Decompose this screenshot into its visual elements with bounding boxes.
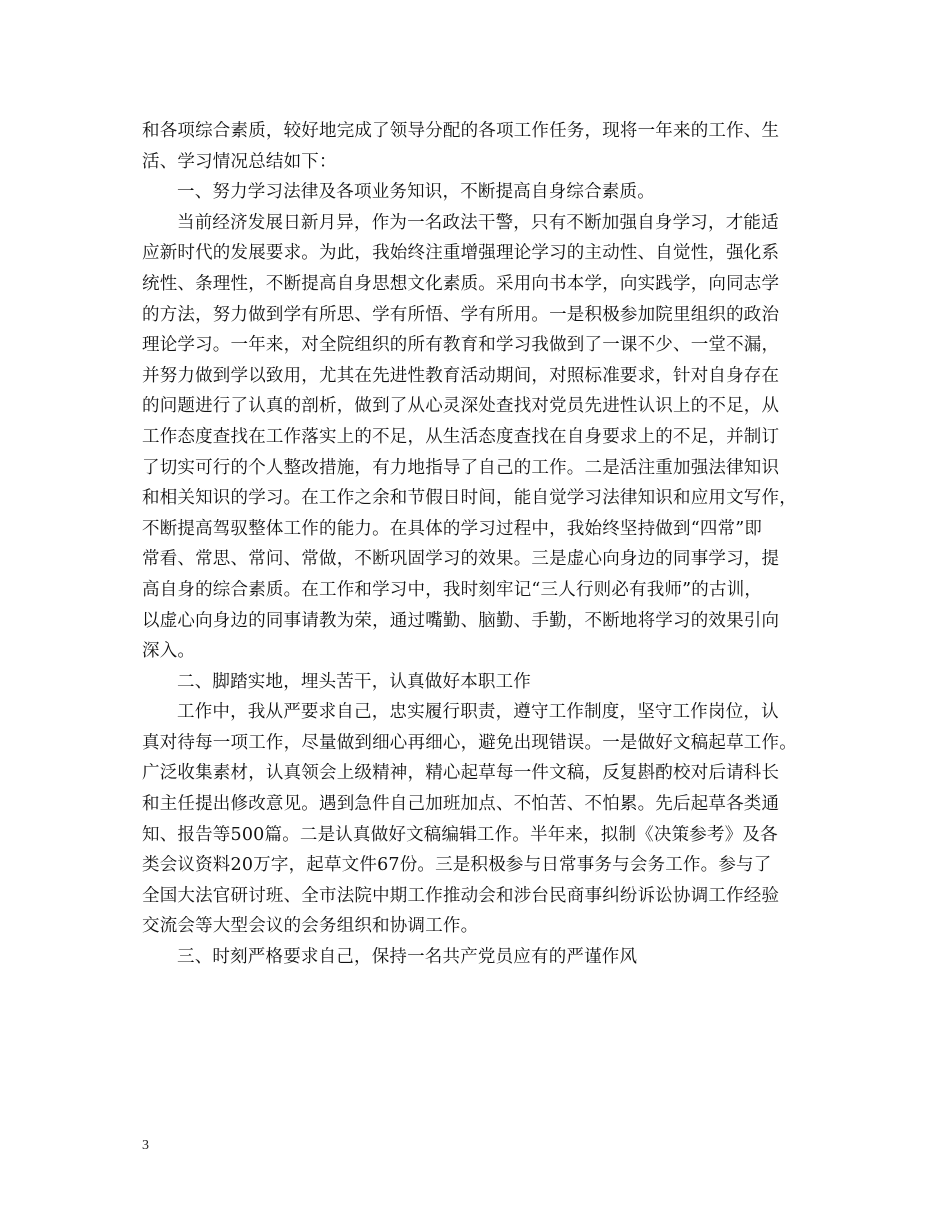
text-line: 知、报告等500篇。二是认真做好文稿编辑工作。半年来，拟制《决策参考》及各 [142, 824, 778, 845]
text-line: 的问题进行了认真的剖析，做到了从心灵深处查找对党员先进性认识上的不足，从 [142, 396, 780, 417]
text-line: 当前经济发展日新月异，作为一名政法干警，只有不断加强自身学习，才能适 [177, 212, 779, 233]
text-line: 真对待每一项工作，尽量做到细心再细心，避免出现错误。一是做好文稿起草工作。 [142, 732, 797, 753]
text-line: 应新时代的发展要求。为此，我始终注重增强理论学习的主动性、自觉性，强化系 [142, 243, 780, 264]
text-line: 不断提高驾驭整体工作的能力。在具体的学习过程中，我始终坚持做到“四常”即 [142, 518, 763, 539]
text-line: 工作中，我从严要求自己，忠实履行职责，遵守工作制度，坚守工作岗位，认 [177, 702, 779, 723]
text-line: 统性、条理性，不断提高自身思想文化素质。采用向书本学，向实践学，向同志学 [142, 273, 780, 294]
text-line: 和各项综合素质，较好地完成了领导分配的各项工作任务，现将一年来的工作、生 [142, 121, 780, 141]
section-heading: 一、努力学习法律及各项业务知识，不断提高自身综合素质。 [177, 182, 655, 203]
text-line: 和相关知识的学习。在工作之余和节假日时间，能自觉学习法律知识和应用文写作， [142, 488, 797, 509]
page-number: 3 [142, 1138, 149, 1153]
text-line: 交流会等大型会议的会务组织和协调工作。 [142, 916, 479, 937]
text-line: 高自身的综合素质。在工作和学习中，我时刻牢记“三人行则必有我师”的古训， [142, 579, 763, 600]
text-line: 的方法，努力做到学有所思、学有所悟、学有所用。一是积极参加院里组织的政治 [142, 304, 780, 325]
text-line: 理论学习。一年来，对全院组织的所有教育和学习我做到了一课不少、一堂不漏， [142, 335, 780, 356]
text-line: 工作态度查找在工作落实上的不足，从生活态度查找在自身要求上的不足，并制订 [142, 426, 780, 447]
document-body [142, 116, 822, 973]
text-line: 广泛收集素材，认真领会上级精神，精心起草每一件文稿，反复斟酌校对后请科长 [142, 763, 780, 784]
text-line: 活、学习情况总结如下： [142, 151, 337, 172]
text-line: 深入。 [142, 641, 196, 662]
section-heading: 三、时刻严格要求自己，保持一名共产党员应有的严谨作风 [177, 947, 638, 968]
text-line: 以虚心向身边的同事请教为荣，通过嘴勤、脑勤、手勤，不断地将学习的效果引向 [142, 610, 780, 631]
text-line: 类会议资料20万字，起草文件67份。三是积极参与日常事务与会务工作。参与了 [142, 855, 772, 876]
section-heading: 二、脚踏实地，埋头苦干，认真做好本职工作 [177, 671, 531, 692]
text-line: 并努力做到学以致用，尤其在先进性教育活动期间，对照标准要求，针对自身存在 [142, 365, 780, 386]
text-line: 常看、常思、常问、常做，不断巩固学习的效果。三是虚心向身边的同事学习，提 [142, 549, 780, 570]
text-line: 和主任提出修改意见。遇到急件自己加班加点、不怕苦、不怕累。先后起草各类通 [142, 794, 780, 815]
text-line: 了切实可行的个人整改措施，有力地指导了自己的工作。二是活注重加强法律知识 [142, 457, 780, 478]
text-line: 全国大法官研讨班、全市法院中期工作推动会和涉台民商事纠纷诉讼协调工作经验 [142, 885, 780, 906]
